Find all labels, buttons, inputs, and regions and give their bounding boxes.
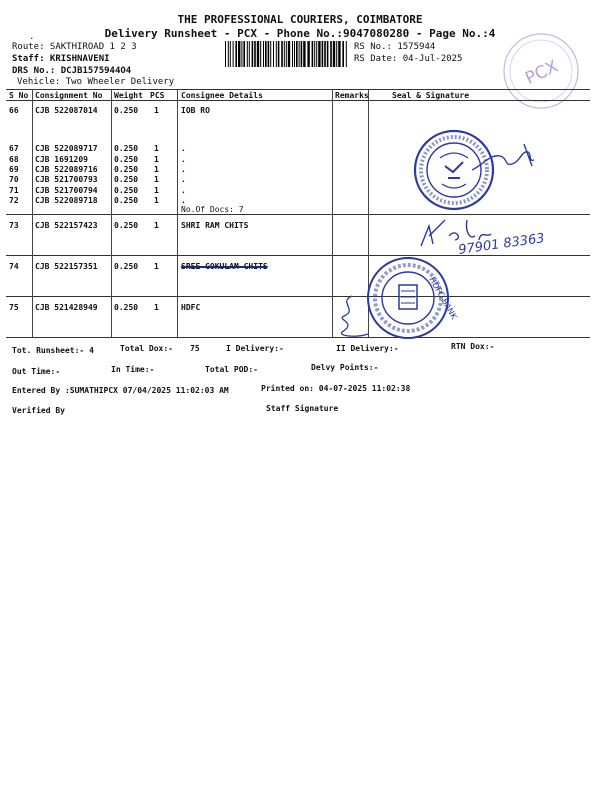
- row-weight: 0.250: [114, 106, 139, 115]
- row-consignee: .: [181, 175, 186, 184]
- row-weight: 0.250: [114, 165, 139, 174]
- row-pcs: 1: [154, 175, 159, 184]
- row-consignee: .: [181, 196, 186, 205]
- pcx-stamp-text: PCX: [522, 56, 562, 90]
- row-pcs: 1: [154, 155, 159, 164]
- barcode-bar: [346, 41, 347, 67]
- total-pod: Total POD:-: [205, 365, 258, 374]
- col-divider: [32, 89, 33, 337]
- i-delivery: I Delivery:-: [226, 344, 284, 353]
- row-consignee: SHRI RAM CHITS: [181, 221, 249, 230]
- row-weight: 0.250: [114, 175, 139, 184]
- table-top-border: [6, 89, 590, 90]
- row-consignee: IOB RO: [181, 106, 210, 115]
- barcode-bar: [303, 41, 305, 67]
- signature-scribble-icon: [470, 136, 542, 178]
- barcode: [225, 41, 348, 67]
- table-header-border: [6, 100, 590, 101]
- row-consignment-no: CJB 522157351: [35, 262, 98, 271]
- barcode-bar: [265, 41, 267, 67]
- barcode-bar: [257, 41, 259, 67]
- barcode-bar: [333, 41, 335, 67]
- row-consignee: .: [181, 165, 186, 174]
- barcode-bar: [249, 41, 250, 67]
- row-consignee: SREE GOKULAM CHITS: [181, 262, 268, 271]
- table-bottom-border: [6, 337, 590, 338]
- row-pcs: 1: [154, 186, 159, 195]
- barcode-bar: [322, 41, 324, 67]
- barcode-bar: [281, 41, 283, 67]
- barcode-bar: [268, 41, 270, 67]
- row-pcs: 1: [154, 106, 159, 115]
- barcode-bar: [318, 41, 320, 67]
- barcode-bar: [263, 41, 264, 67]
- row-consignment-no: CJB 522089717: [35, 144, 98, 153]
- row-consignment-no: CJB 522089718: [35, 196, 98, 205]
- barcode-bar: [316, 41, 317, 67]
- row-consignment-no: CJB 522157423: [35, 221, 98, 230]
- row-consignment-no: CJB 521428949: [35, 303, 98, 312]
- row-sno: 71: [9, 186, 19, 195]
- row-weight: 0.250: [114, 303, 139, 312]
- barcode-bar: [238, 41, 240, 67]
- row-consignee: .: [181, 144, 186, 153]
- row-consignee: HDFC: [181, 303, 201, 312]
- barcode-bar: [247, 41, 248, 67]
- row-sno: 72: [9, 196, 19, 205]
- barcode-bar: [260, 41, 261, 67]
- vehicle-label: Vehicle: Two Wheeler Delivery: [17, 77, 175, 87]
- staff-label: Staff: KRISHNAVENI: [12, 54, 110, 64]
- barcode-bar: [294, 41, 295, 67]
- barcode-bar: [284, 41, 285, 67]
- col-header-consignment: Consignment No: [35, 91, 103, 100]
- row-weight: 0.250: [114, 262, 139, 271]
- barcode-bar: [301, 41, 303, 67]
- barcode-bar: [312, 41, 314, 67]
- barcode-bar: [228, 41, 229, 67]
- row-sno: 69: [9, 165, 19, 174]
- delvy-points: Delvy Points:-: [311, 363, 379, 372]
- row-pcs: 1: [154, 144, 159, 153]
- row-sno: 66: [9, 106, 19, 115]
- row-pcs: 1: [154, 196, 159, 205]
- rs-number: RS No.: 1575944: [354, 42, 436, 52]
- drs-number: DRS No.: DCJB1575944O4: [12, 66, 132, 76]
- row-weight: 0.250: [114, 155, 139, 164]
- barcode-bar: [233, 41, 234, 67]
- col-divider: [177, 89, 178, 337]
- col-header-sno: S No: [9, 91, 29, 100]
- staff-signature: Staff Signature: [266, 404, 339, 413]
- row-pcs: 1: [154, 303, 159, 312]
- total-dox-value: 75: [190, 344, 200, 353]
- barcode-bar: [252, 41, 254, 67]
- row-sno: 75: [9, 303, 19, 312]
- col-header-pcs: PCS: [150, 91, 165, 100]
- row-sno: 68: [9, 155, 19, 164]
- barcode-bar: [270, 41, 271, 67]
- row-consignment-no: CJB 522087014: [35, 106, 98, 115]
- row-consignment-no: CJB 521700793: [35, 175, 98, 184]
- barcode-bar: [324, 41, 326, 67]
- barcode-bar: [225, 41, 226, 67]
- rtn-dox: RTN Dox:-: [451, 342, 495, 351]
- total-dox-label: Total Dox:-: [120, 344, 173, 353]
- col-header-weight: Weight: [114, 91, 143, 100]
- row-consignee: .: [181, 186, 186, 195]
- row-consignee: .: [181, 155, 186, 164]
- bank-stamp-icon: [363, 255, 459, 341]
- barcode-bar: [314, 41, 315, 67]
- barcode-bar: [286, 41, 287, 67]
- barcode-bar: [254, 41, 256, 67]
- barcode-bar: [336, 41, 337, 67]
- row-consignment-no: CJB 1691209: [35, 155, 88, 164]
- in-time: In Time:-: [111, 365, 155, 374]
- row-pcs: 1: [154, 165, 159, 174]
- barcode-bar: [327, 41, 329, 67]
- barcode-bar: [292, 41, 293, 67]
- company-title: THE PROFESSIONAL COURIERS, COIMBATORE: [177, 13, 423, 26]
- barcode-bar: [330, 41, 332, 67]
- col-header-seal-signature: Seal & Signature: [392, 91, 470, 100]
- row-consignment-no: CJB 522089716: [35, 165, 98, 174]
- header-dot: .: [29, 32, 35, 42]
- barcode-bar: [273, 41, 274, 67]
- svg-text:HDFC BANK: HDFC BANK: [427, 275, 459, 321]
- row-weight: 0.250: [114, 186, 139, 195]
- row-sno: 70: [9, 175, 19, 184]
- entered-by: Entered By :SUMATHIPCX 07/04/2025 11:02:03 AM: [12, 386, 229, 395]
- barcode-bar: [296, 41, 298, 67]
- route-label: Route: SAKTHIROAD 1 2 3: [12, 42, 137, 52]
- barcode-bar: [338, 41, 340, 67]
- row-weight: 0.250: [114, 196, 139, 205]
- barcode-bar: [288, 41, 290, 67]
- barcode-bar: [230, 41, 231, 67]
- verified-by: Verified By: [12, 406, 65, 415]
- barcode-bar: [235, 41, 237, 67]
- signature-scribble-icon: [328, 292, 376, 344]
- barcode-bar: [241, 41, 242, 67]
- no-of-docs: No.Of Docs: 7: [181, 205, 244, 214]
- row-pcs: 1: [154, 262, 159, 271]
- svg-text:97901 83363: 97901 83363: [457, 231, 546, 258]
- row-divider: [6, 296, 590, 297]
- barcode-bar: [342, 41, 344, 67]
- row-sno: 67: [9, 144, 19, 153]
- col-header-consignee: Consignee Details: [181, 91, 263, 100]
- col-header-remarks: Remarks: [335, 91, 369, 100]
- col-divider: [111, 89, 112, 337]
- barcode-bar: [243, 41, 245, 67]
- row-consignment-no: CJB 521700794: [35, 186, 98, 195]
- out-time: Out Time:-: [12, 367, 61, 376]
- row-pcs: 1: [154, 221, 159, 230]
- barcode-bar: [276, 41, 277, 67]
- handwritten-note-icon: [415, 210, 575, 260]
- total-runsheet: Tot. Runsheet:- 4: [12, 346, 94, 355]
- row-sno: 74: [9, 262, 19, 271]
- row-weight: 0.250: [114, 144, 139, 153]
- barcode-bar: [299, 41, 300, 67]
- rs-date: RS Date: 04-Jul-2025: [354, 54, 463, 64]
- printed-on: Printed on: 04-07-2025 11:02:38: [261, 384, 411, 393]
- barcode-bar: [307, 41, 309, 67]
- row-weight: 0.250: [114, 221, 139, 230]
- row-sno: 73: [9, 221, 19, 230]
- barcode-bar: [278, 41, 280, 67]
- runsheet-subtitle: Delivery Runsheet - PCX - Phone No.:9047080280 - Page No.:4: [104, 27, 496, 40]
- ii-delivery: II Delivery:-: [336, 344, 399, 353]
